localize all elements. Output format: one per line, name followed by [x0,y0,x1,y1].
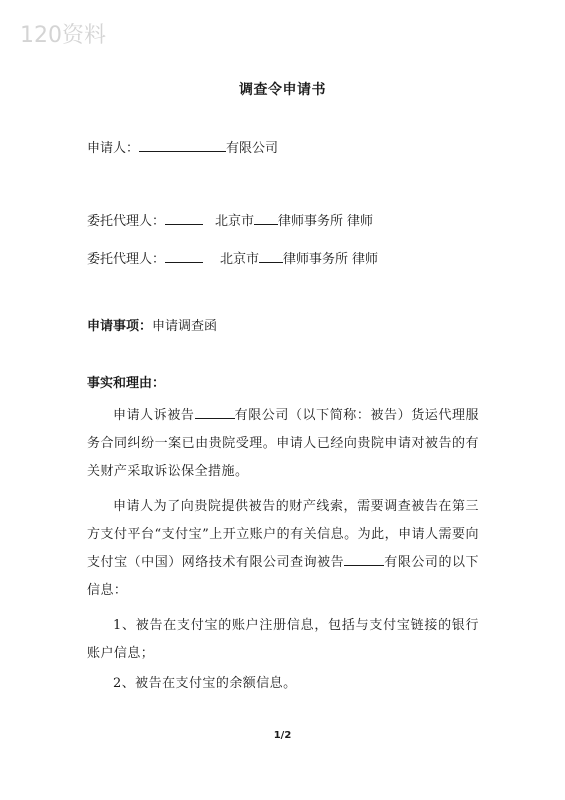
agent-role: 律师 [347,214,374,229]
agent-firm-blank [254,212,278,225]
agent-name-blank [165,212,203,225]
applicant-label: 申请人： [87,141,140,156]
agent-label: 委托代理人： [87,214,166,229]
facts-heading: 事实和理由： [87,376,166,391]
current-page: 1 [273,730,281,741]
applicant-suffix: 有限公司 [226,141,279,156]
agent-city: 北京市 [220,252,260,267]
agent-firm-blank [259,250,283,263]
agent-city: 北京市 [215,214,255,229]
paragraph-2 [87,493,479,605]
agent-role: 律师 [352,252,379,267]
applicant-line [87,139,278,158]
agent-firm: 律师事务所 [278,214,344,229]
agent-line-1 [87,212,373,231]
document-title: 调查令申请书 [239,82,326,98]
paragraph-1 [87,402,479,486]
p2-rest: 有限公司的以下信息： [87,555,479,598]
page-separator: / [280,730,285,741]
agent-line-2 [87,250,378,269]
p1-start: 申请人诉被告 [113,408,195,423]
agent-name-blank [165,250,203,263]
p1-rest: 有限公司（以下简称：被告）货运代理服务合同纠纷一案已由贵院受理。申请人已经向贵院申请对被告的有关财产采取诉讼保全措施。 [87,408,479,479]
agent-firm: 律师事务所 [283,252,349,267]
matter-label: 申请事项： [87,319,153,334]
page-number [0,730,565,741]
agent-label: 委托代理人： [87,252,166,267]
total-pages: 2 [284,730,292,741]
defendant-name-blank [195,406,235,419]
paragraph-3: 1、被告在支付宝的账户注册信息，包括与支付宝链接的银行账户信息； [87,618,479,661]
paragraph-4: 2、被告在支付宝的余额信息。 [113,676,297,691]
matter-value: 申请调查函 [152,319,218,334]
p2-start: 申请人为了向贵院提供被告的财产线索，需要调查被告在第三方支付平台“支付宝”上开立账户的有关信息。为此，申请人需要向支付宝（中国）网络技术有限公司查询被告 [87,499,479,570]
watermark: 120资料 [20,23,106,48]
defendant-name-blank [344,553,384,566]
applicant-name-blank [139,139,226,152]
matter-line [87,318,217,336]
